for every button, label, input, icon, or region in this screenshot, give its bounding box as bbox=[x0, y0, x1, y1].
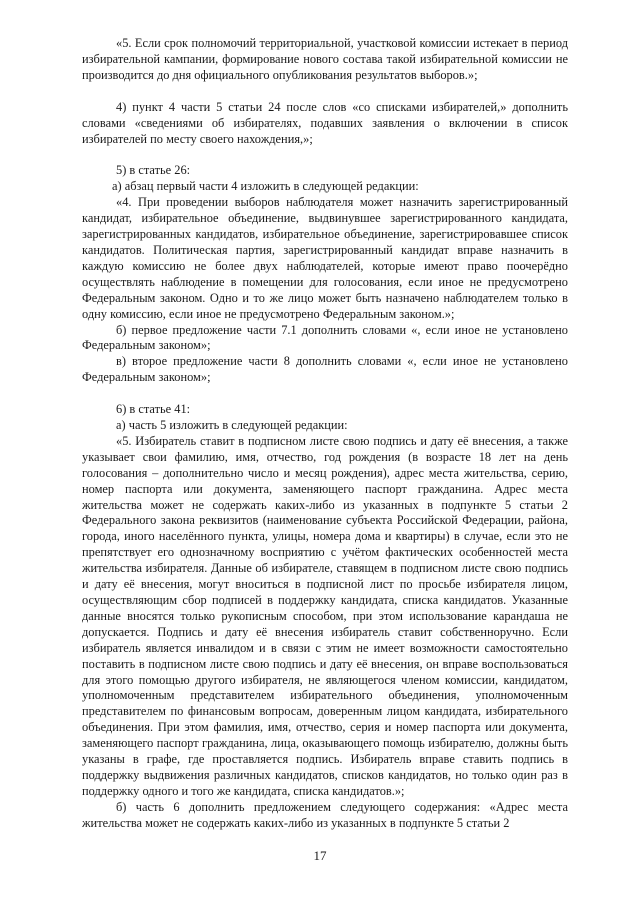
document-page bbox=[82, 36, 568, 832]
paragraph-item-4: 4) пункт 4 части 5 статьи 24 после слов «со списками избирателей,» дополнить словами «сведениями об избирателях, подавших заявления о включении в список избирателей по месту своего нахождения,»; bbox=[82, 99, 568, 146]
paragraph-item-5a: а) абзац первый части 4 изложить в следующей редакции: bbox=[112, 179, 419, 194]
paragraph-item-5b: б) первое предложение части 7.1 дополнить словами «, если иное не установлено Федеральным законом»; bbox=[82, 322, 568, 353]
paragraph-item-6a: а) часть 5 изложить в следующей редакции: bbox=[116, 418, 348, 433]
paragraph-item-6b: б) часть 6 дополнить предложением следующего содержания: «Адрес места жительства может не содержать каких-либо из указанных в подпункте 5 статьи 2 bbox=[82, 799, 568, 830]
paragraph-observers: «4. При проведении выборов наблюдателя может назначить зарегистрированный кандидат, избирательное объединение, выдвинувшее зарегистрированного кандидата, зарегистрированных кандидатов, избирательное объединение, зарегистрировавшее список кандидатов. Политическая партия, зарегистрированный кандидат вправе назначить в каждую комиссию не более двух наблюдателей, которые имеют право поочерёдно осуществлять наблюдение в помещении для голосования, если иное не предусмотрено Федеральным законом. Одно и то же лицо может быть назначено наблюдателем только в одну комиссию, если иное не предусмотрено Федеральным законом.»; bbox=[82, 195, 568, 321]
paragraph-item-5c: в) второе предложение части 8 дополнить словами «, если иное не установлено Федеральным законом»; bbox=[82, 354, 568, 385]
paragraph-signature-sheet: «5. Избиратель ставит в подписном листе свою подпись и дату её внесения, а также указывает свои фамилию, имя, отчество, год рождения (в возрасте 18 лет на день голосования – дополнительно число и месяц рождения), адрес места жительства, серию, номер паспорта или документа, заменяющего паспорт гражданина. Адрес места жительства может не содержать каких-либо из указанных в подпункте 5 статьи 2 Федерального закона реквизитов (наименование субъекта Российской Федерации, района, города, иного населённого пункта, улицы, номера дома и квартиры) в случае, если это не препятствует его однозначному восприятию с учётом фактических особенностей места жительства избирателя. Данные об избирателе, ставящем в подписном листе свою подпись и дату её внесения, могут вноситься в подписной лист по просьбе избирателя лицом, осуществляющим сбор подписей в поддержку кандидата, списка кандидатов. Указанные данные вносятся только рукописным способом, при этом использование карандаша не допускается. Подпись и дату её внесения избиратель ставит собственноручно. Если избиратель является инвалидом и в связи с этим не имеет возможности самостоятельно поставить в подписном листе свою подпись и дату её внесения, он вправе воспользоваться для этого помощью другого избирателя, не являющегося членом комиссии, кандидатом, уполномоченным представителем избирательного объединения, уполномоченным представителем по финансовым вопросам, доверенным лицом кандидата, избирательного объединения. При этом фамилия, имя, отчество, серия и номер паспорта или документа, заменяющего паспорт гражданина, лица, оказывающего помощь избирателю, должны быть указаны в графе, где проставляется подпись. Избиратель вправе ставить подпись в поддержку выдвижения различных кандидатов, списков кандидатов, но только один раз в поддержку одного и того же кандидата, списка кандидатов.»; bbox=[82, 433, 568, 798]
paragraph-commission-term: «5. Если срок полномочий территориальной, участковой комиссии истекает в период избирательной кампании, формирование нового состава такой избирательной комиссии не производится до дня официального опубликования результатов выборов.»; bbox=[82, 36, 568, 82]
paragraph-item-5-heading: 5) в статье 26: bbox=[116, 163, 191, 178]
page-number: 17 bbox=[313, 848, 327, 863]
paragraph-item-6-heading: 6) в статье 41: bbox=[116, 402, 191, 417]
